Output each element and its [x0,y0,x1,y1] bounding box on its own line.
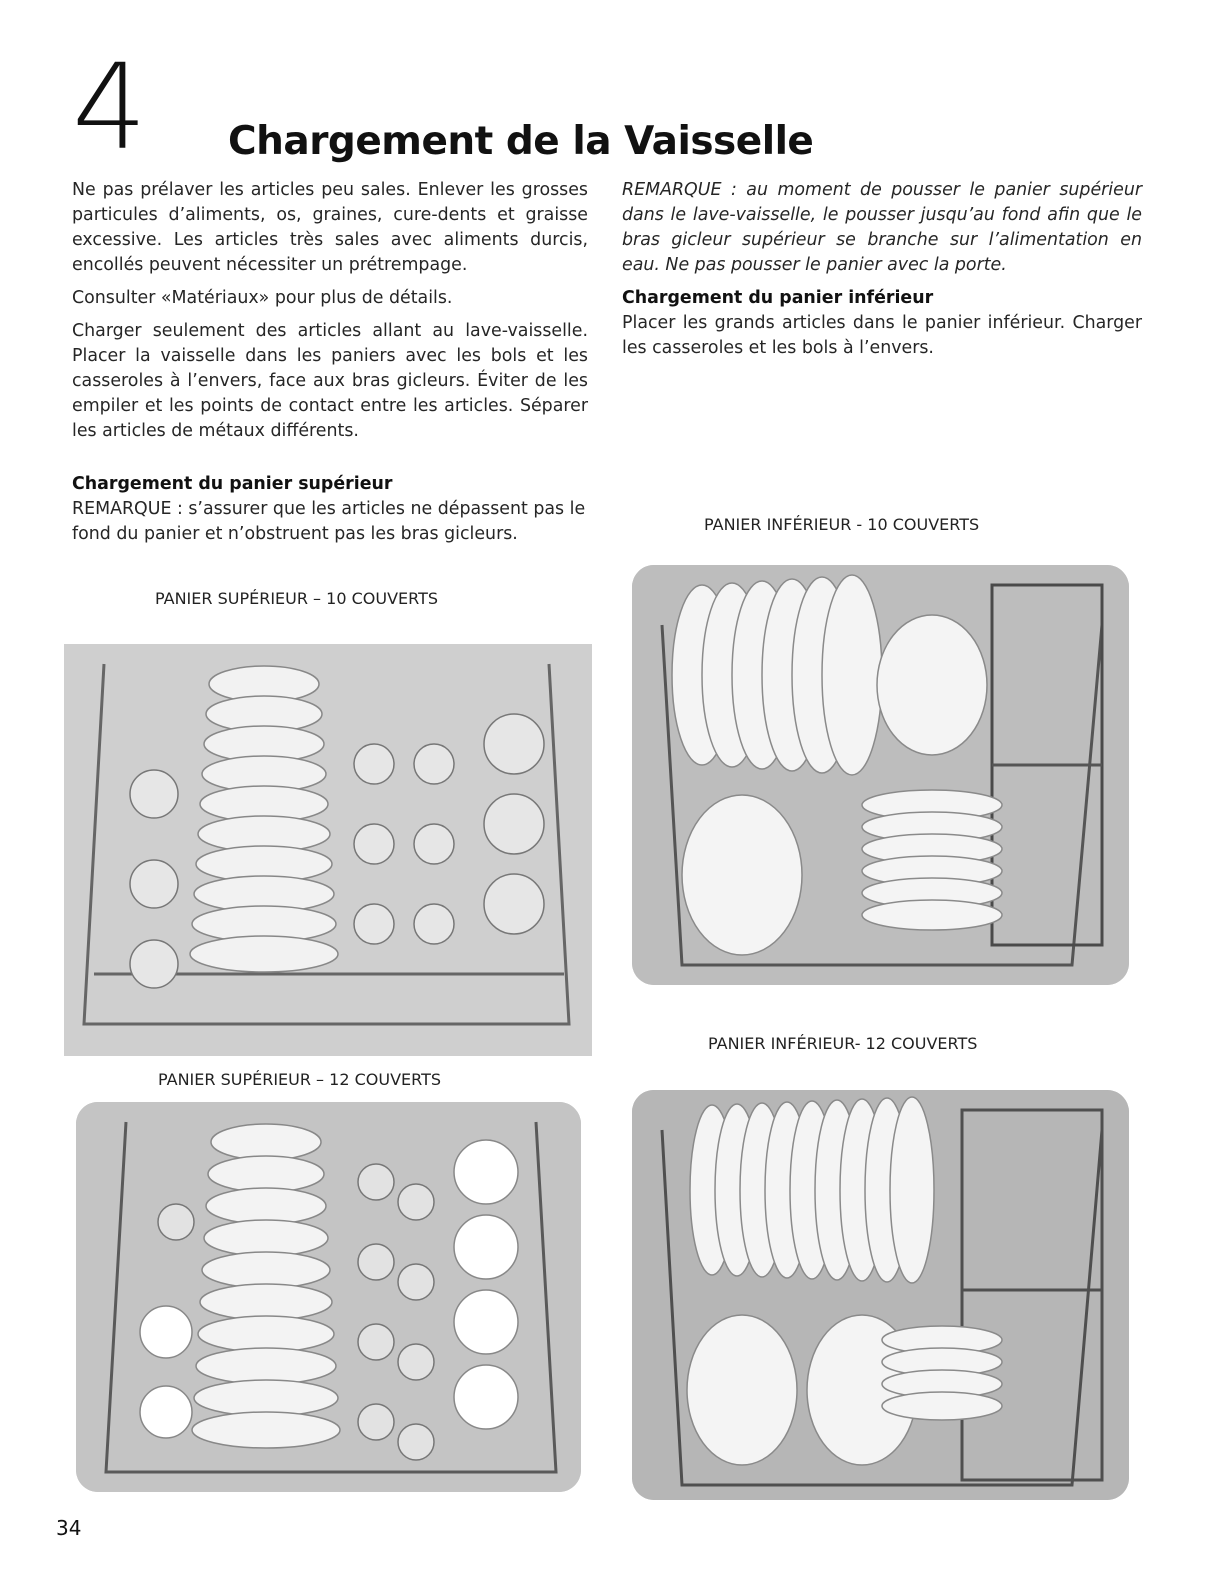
photo-upper-rack-12 [76,1102,581,1492]
upper-rack-heading: Chargement du panier supérieur [72,474,393,494]
caption-lower-12: PANIER INFÉRIEUR- 12 COUVERTS [708,1034,978,1053]
page-number: 34 [56,1516,82,1540]
caption-upper-12: PANIER SUPÉRIEUR – 12 COUVERTS [158,1070,441,1089]
page-title: Chargement de la Vaisselle [228,119,814,164]
lower-rack-text: Placer les grands articles dans le panier inférieur. Charger les casseroles et les bols à l’envers. [622,313,1142,358]
push-rack-remark: REMARQUE : au moment de pousser le panier supérieur dans le lave-vaisselle, le pousser jusqu’au fond afin que le bras gicleur supérieur se branche sur l’alimentation en eau. Ne pas pousser le panier avec la porte. [622,180,1142,275]
chapter-number: 4 [72,38,148,176]
right-column [622,178,1142,369]
caption-lower-10: PANIER INFÉRIEUR - 10 COUVERTS [704,515,980,534]
materials-paragraph: Consulter «Matériaux» pour plus de détails. [72,288,453,308]
photo-lower-rack-12 [632,1090,1129,1500]
photo-upper-rack-10 [64,644,592,1056]
left-column [72,178,588,452]
photo-lower-rack-10 [632,565,1129,985]
loading-paragraph: Charger seulement des articles allant au lave-vaisselle. Placer la vaisselle dans les paniers avec les bols et les casseroles à l’envers, face aux bras gicleurs. Éviter de les empiler et les points de contact entre les articles. Séparer les articles de métaux différents. [72,321,588,441]
lower-rack-heading: Chargement du panier inférieur [622,288,934,308]
caption-upper-10: PANIER SUPÉRIEUR – 10 COUVERTS [155,589,438,608]
upper-rack-note: REMARQUE : s’assurer que les articles ne dépassent pas le fond du panier et n’obstruent pas les bras gicleurs. [72,499,586,544]
intro-paragraph: Ne pas prélaver les articles peu sales. Enlever les grosses particules d’aliments, os, graines, cure-dents et graisse excessive. Les articles très sales avec aliments durcis, encollés peuvent nécessiter un prétrempage. [72,180,588,275]
